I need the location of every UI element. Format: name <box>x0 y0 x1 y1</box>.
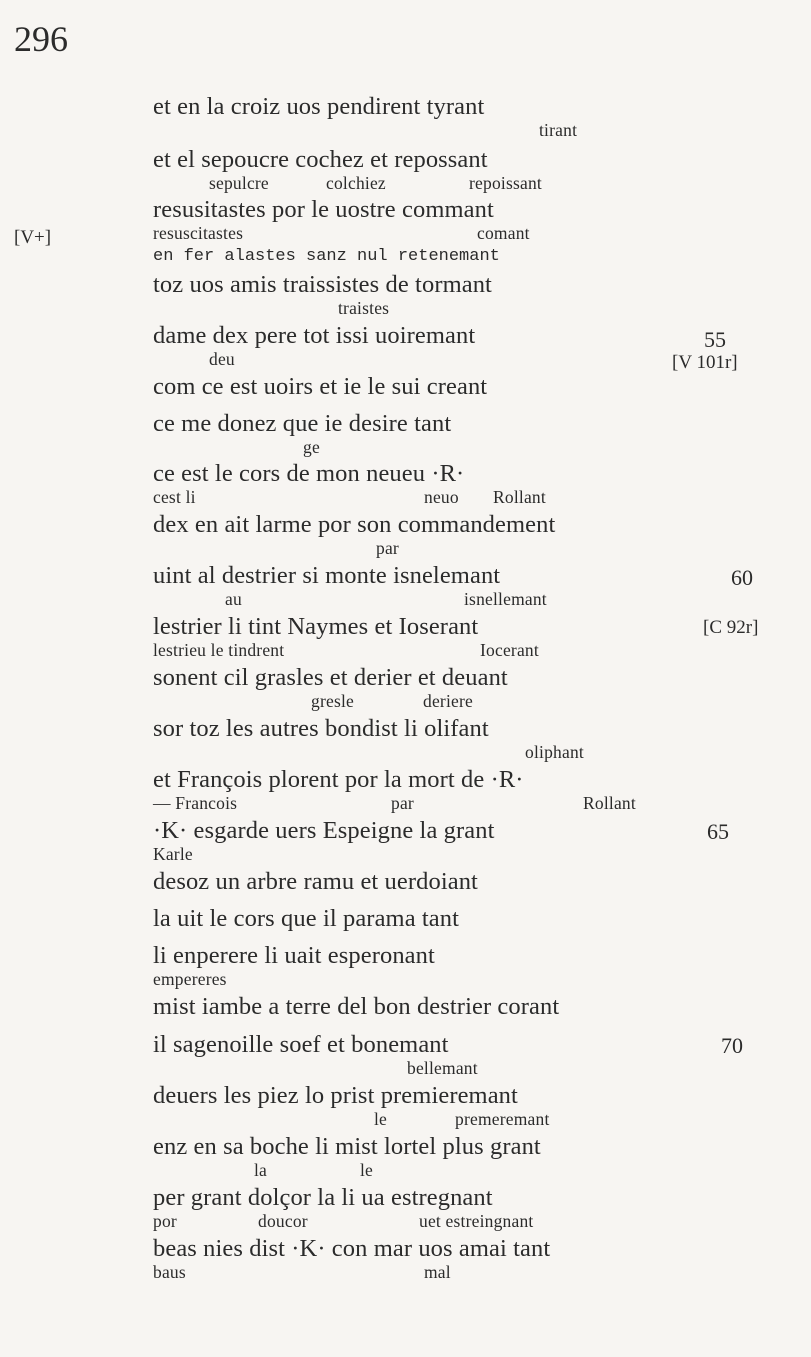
variant-reading: deriere <box>423 691 473 711</box>
variant-reading: colchiez <box>326 173 386 193</box>
variant-reading: repoissant <box>469 173 542 193</box>
verse-line: uint al destrier si monte isnelemant <box>153 562 501 589</box>
verse-line: per grant dolçor la li ua estregnant <box>153 1184 493 1211</box>
variant-reading: oliphant <box>525 742 584 762</box>
variant-reading: resuscitastes <box>153 223 244 243</box>
verse-line: la uit le cors que il parama tant <box>153 905 460 932</box>
variant-reading: traistes <box>338 298 390 318</box>
variant-reading: Rollant <box>493 487 546 507</box>
variant-reading: cest li <box>153 487 196 507</box>
variant-reading: Rollant <box>583 793 636 813</box>
verse-line: li enperere li uait esperonant <box>153 942 435 969</box>
variant-reading: lestrieu le tindrent <box>153 640 285 660</box>
line-number: 60 <box>731 565 753 590</box>
line-number: 70 <box>721 1033 743 1058</box>
variant-reading: baus <box>153 1262 186 1282</box>
variant-reading: comant <box>477 223 530 243</box>
variant-reading: isnellemant <box>464 589 547 609</box>
variant-reading: le <box>360 1160 374 1180</box>
verse-line: et François plorent por la mort de ·R· <box>153 766 524 793</box>
variant-reading: par <box>391 793 414 813</box>
variant-reading: la <box>254 1160 268 1180</box>
variant-reading: empereres <box>153 969 227 989</box>
variant-reading: neuo <box>424 487 459 507</box>
verse-line: enz en sa boche li mist lortel plus grant <box>153 1133 541 1160</box>
verse-line: dame dex pere tot issi uoiremant <box>153 322 476 349</box>
variant-reading: premeremant <box>455 1109 550 1129</box>
verse-line: en fer alastes sanz nul retenemant <box>153 247 500 266</box>
variant-reading: Karle <box>153 844 193 864</box>
variant-reading: gresle <box>311 691 354 711</box>
verse-line: mist iambe a terre del bon destrier corant <box>153 993 560 1020</box>
variant-reading: par <box>376 538 399 558</box>
verse-line: il sagenoille soef et bonemant <box>153 1031 449 1058</box>
variant-reading: deu <box>209 349 235 369</box>
verse-line: desoz un arbre ramu et uerdoiant <box>153 868 478 895</box>
variant-reading: por <box>153 1211 177 1231</box>
variant-reading: — Francois <box>153 793 238 813</box>
verse-line: com ce est uoirs et ie le sui creant <box>153 373 488 400</box>
verse-line: ·K· esgarde uers Espeigne la grant <box>153 817 495 844</box>
margin-note: [V+] <box>14 227 52 248</box>
verse-line: beas nies dist ·K· con mar uos amai tant <box>153 1235 551 1262</box>
verse-line: deuers les piez lo prist premieremant <box>153 1082 518 1109</box>
variant-reading: doucor <box>258 1211 308 1231</box>
verse-line: sor toz les autres bondist li olifant <box>153 715 489 742</box>
variant-reading: uet estreingnant <box>419 1211 534 1231</box>
variant-reading: bellemant <box>407 1058 478 1078</box>
verse-line: ce est le cors de mon neueu ·R· <box>153 460 465 487</box>
variant-reading: ge <box>303 437 320 457</box>
verse-line: toz uos amis traissistes de tormant <box>153 271 492 298</box>
variant-reading: tirant <box>539 120 578 140</box>
variant-reading: mal <box>424 1262 451 1282</box>
verse-line: et en la croiz uos pendirent tyrant <box>153 93 485 120</box>
verse-line: sonent cil grasles et derier et deuant <box>153 664 508 691</box>
page-number: 296 <box>14 19 68 59</box>
variant-reading: au <box>225 589 242 609</box>
variant-reading: le <box>374 1109 388 1129</box>
verse-line: dex en ait larme por son commandement <box>153 511 556 538</box>
verse-line: et el sepoucre cochez et repossant <box>153 146 488 173</box>
verse-line: ce me donez que ie desire tant <box>153 410 452 437</box>
line-number: 55 <box>704 327 726 352</box>
folio-reference: [C 92r] <box>703 617 759 638</box>
variant-reading: Iocerant <box>480 640 539 660</box>
line-number: 65 <box>707 819 729 844</box>
verse-line: lestrier li tint Naymes et Ioserant <box>153 613 479 640</box>
folio-reference: [V 101r] <box>672 352 738 373</box>
verse-line: resusitastes por le uostre commant <box>153 196 494 223</box>
variant-reading: sepulcre <box>209 173 269 193</box>
